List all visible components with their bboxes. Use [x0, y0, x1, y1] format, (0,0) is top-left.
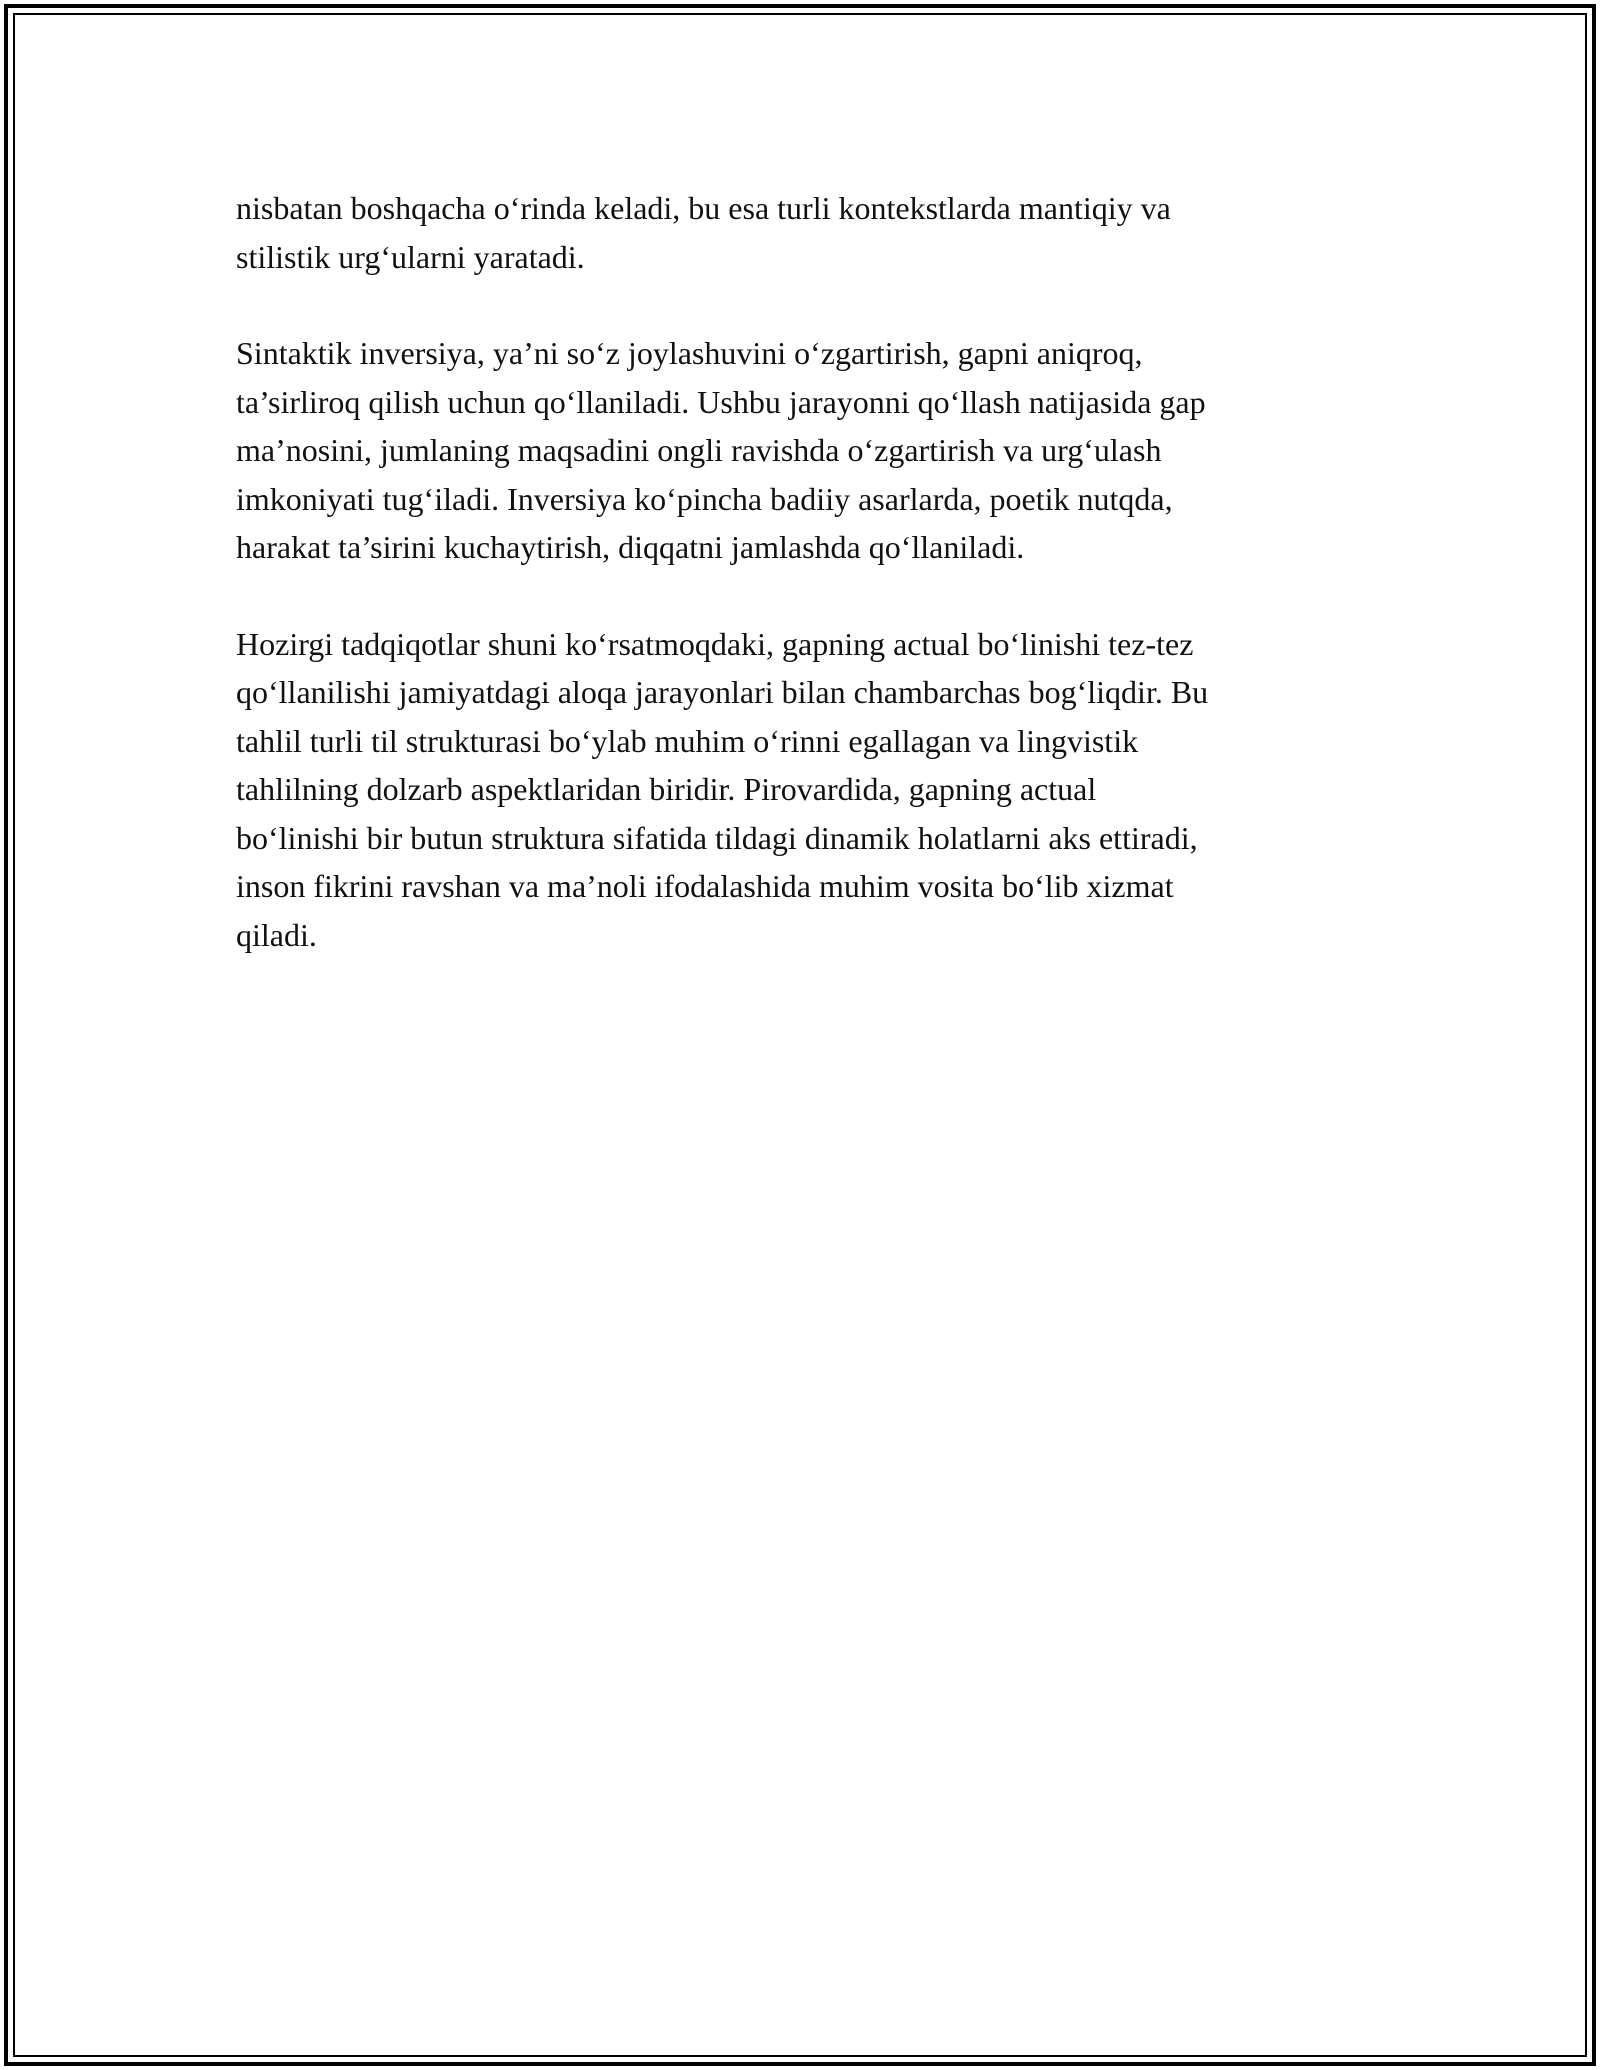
- text-line: nisbatan boshqacha o‘rinda keladi, bu esa turli kontekstlarda mantiqiy va: [236, 190, 1171, 226]
- text-line: tahlilning dolzarb aspektlaridan biridir. Pirovardida, gapning actual: [236, 771, 1097, 807]
- text-line: Sintaktik inversiya, ya’ni so‘z joylashuvini o‘zgartirish, gapni aniqroq,: [236, 335, 1143, 371]
- text-line: qo‘llanilishi jamiyatdagi aloqa jarayonlari bilan chambarchas bog‘liqdir. Bu: [236, 674, 1209, 710]
- paragraph-3: [236, 620, 1366, 960]
- text-line: tahlil turli til strukturasi bo‘ylab muhim o‘rinni egallagan va lingvistik: [236, 722, 1139, 759]
- text-line: bo‘linishi bir butun struktura sifatida tildagi dinamik holatlarni aks ettiradi,: [236, 819, 1198, 856]
- text-line: harakat ta’sirini kuchaytirish, diqqatni jamlashda qo‘llaniladi.: [236, 529, 1025, 565]
- document-body: [236, 184, 1366, 1007]
- text-line: qiladi.: [236, 916, 317, 953]
- text-line: ta’sirliroq qilish uchun qo‘llaniladi. Ushbu jarayonni qo‘llash natijasida gap: [236, 383, 1206, 420]
- text-line: stilistik urg‘ularni yaratadi.: [236, 238, 585, 275]
- text-line: ma’nosini, jumlaning maqsadini ongli ravishda o‘zgartirish va urg‘ulash: [236, 432, 1162, 468]
- text-line: imkoniyati tug‘iladi. Inversiya ko‘pincha badiiy asarlarda, poetik nutqda,: [236, 480, 1173, 517]
- text-line: inson fikrini ravshan va ma’noli ifodalashida muhim vosita bo‘lib xizmat: [236, 868, 1174, 904]
- paragraph-1: [236, 184, 1366, 281]
- paragraph-2: [236, 329, 1366, 572]
- text-line: Hozirgi tadqiqotlar shuni ko‘rsatmoqdaki, gapning actual bo‘linishi tez-tez: [236, 625, 1194, 662]
